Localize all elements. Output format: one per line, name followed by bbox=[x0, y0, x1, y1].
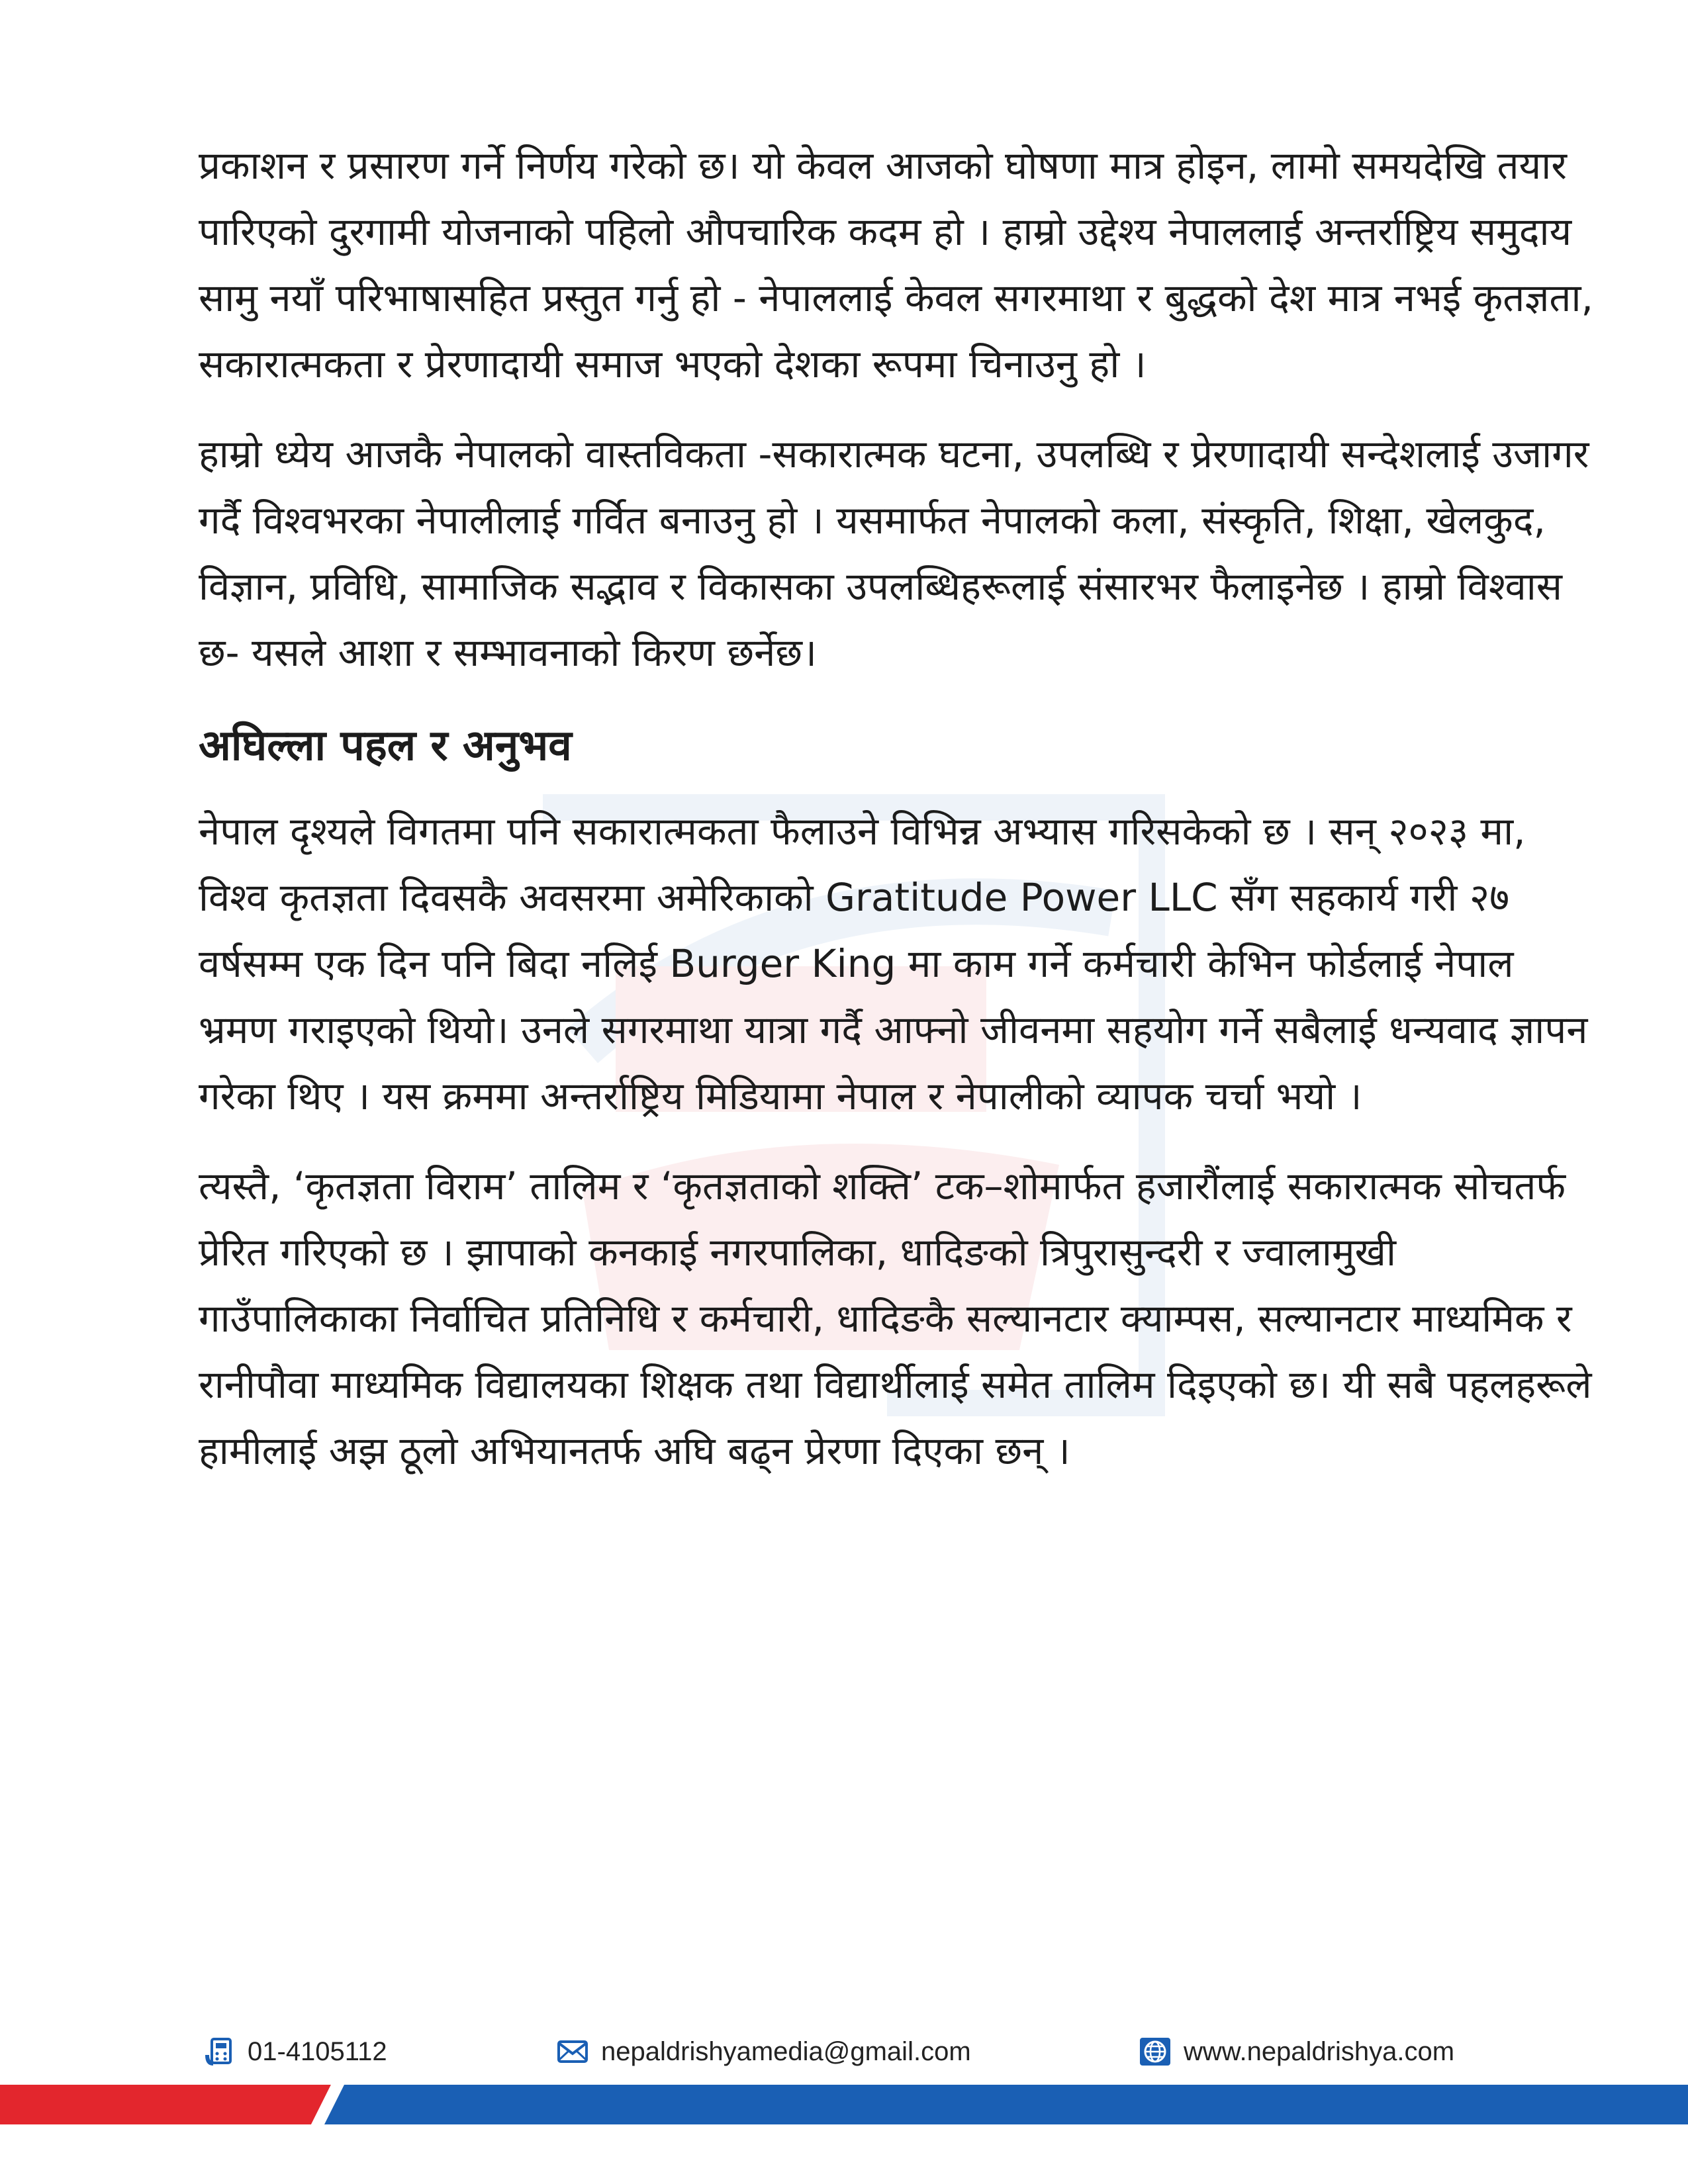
globe-icon bbox=[1139, 2035, 1172, 2068]
section-heading: अघिल्ला पहल र अनुभव bbox=[199, 721, 572, 770]
footer-color-bar bbox=[0, 2085, 1688, 2124]
document-body bbox=[199, 132, 1595, 1508]
email-icon bbox=[556, 2035, 589, 2068]
email-address[interactable]: nepaldrishyamedia@gmail.com bbox=[601, 2036, 971, 2066]
phone-number: 01-4105112 bbox=[248, 2036, 387, 2066]
footer-email bbox=[556, 2025, 971, 2078]
website-url[interactable]: www.nepaldrishya.com bbox=[1184, 2036, 1455, 2066]
footer-contacts bbox=[199, 2025, 1496, 2078]
footer-phone bbox=[203, 2025, 387, 2078]
paragraph-4: त्यस्तै, ‘कृतज्ञता विराम’ तालिम र ‘कृतज्ञताको शक्ति’ टक–शोमार्फत हजारौंलाई सकारात्मक सोचतर्फ प्रेरित गरिएको छ । झापाको कनकाई नगरपालिका, धादिङको त्रिपुरासुन्दरी र ज्वालामुखी गाउँपालिकाका निर्वाचित प्रतिनिधि र कर्मचारी, धादिङकै सल्यानटार क्याम्पस, सल्यानटार माध्यमिक र रानीपौवा माध्यमिक विद्यालयका शिक्षक तथा विद्यार्थीलाई समेत तालिम दिइएको छ। यी सबै पहलहरूले हामीलाई अझ ठूलो अभियानतर्फ अघि बढ्न प्रेरणा दिएका छन् । bbox=[199, 1163, 1592, 1473]
paragraph-1: प्रकाशन र प्रसारण गर्ने निर्णय गरेको छ। यो केवल आजको घोषणा मात्र होइन, लामो समयदेखि तयार पारिएको दुरगामी योजनाको पहिलो औपचारिक कदम हो । हाम्रो उद्देश्य नेपाललाई अन्तर्राष्ट्रिय समुदाय सामु नयाँ परिभाषासहित प्रस्तुत गर्नु हो - नेपाललाई केवल सगरमाथा र बुद्धको देश मात्र नभई कृतज्ञता, सकारात्मकता र प्रेरणादायी समाज भएको देशका रूपमा चिनाउनु हो । bbox=[199, 143, 1593, 387]
paragraph-3: नेपाल दृश्यले विगतमा पनि सकारात्मकता फैलाउने विभिन्न अभ्यास गरिसकेको छ । सन् २०२३ मा, विश्व कृतज्ञता दिवसकै अवसरमा अमेरिकाको Gratitude Power LLC सँग सहकार्य गरी २७ वर्षसम्म एक दिन पनि बिदा नलिई Burger King मा काम गर्ने कर्मचारी केभिन फोर्डलाई नेपाल भ्रमण गराइएको थियो। उनले सगरमाथा यात्रा गर्दै आफ्नो जीवनमा सहयोग गर्ने सबैलाई धन्यवाद ज्ञापन गरेका थिए । यस क्रममा अन्तर्राष्ट्रिय मिडियामा नेपाल र नेपालीको व्यापक चर्चा भयो । bbox=[199, 809, 1588, 1118]
footer-website bbox=[1139, 2025, 1454, 2078]
paragraph-2: हाम्रो ध्येय आजकै नेपालको वास्तविकता -सकारात्मक घटना, उपलब्धि र प्रेरणादायी सन्देशलाई उजागर गर्दै विश्वभरका नेपालीलाई गर्वित बनाउनु हो । यसमार्फत नेपालको कला, संस्कृति, शिक्षा, खेलकुद, विज्ञान, प्रविधि, सामाजिक सद्भाव र विकासका उपलब्धिहरूलाई संसारभर फैलाइनेछ । हाम्रो विश्वास छ- यसले आशा र सम्भावनाको किरण छर्नेछ। bbox=[199, 432, 1589, 675]
phone-icon bbox=[203, 2035, 236, 2068]
